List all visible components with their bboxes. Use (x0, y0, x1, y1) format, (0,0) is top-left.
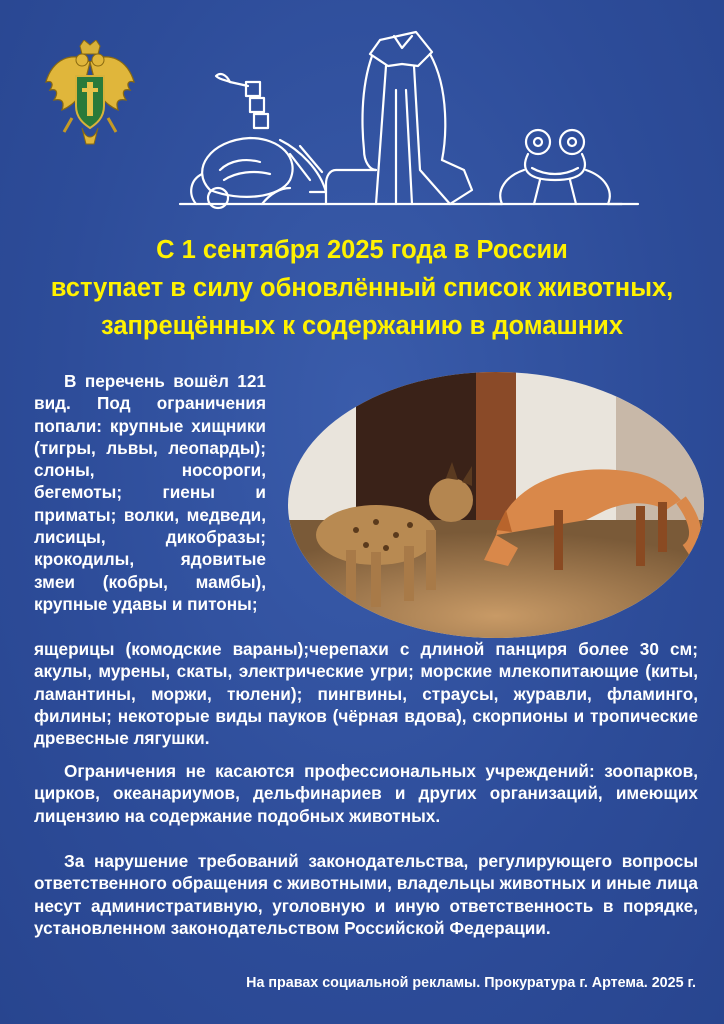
liability-paragraph: За нарушение требований законодательства, регулирующего вопросы ответственного обращения с животными, владельцы животных и иные лица несут административную, уголовную и иную ответственность в порядке, установленном законодательством Российской Федерации. (34, 851, 698, 938)
footer-credit: На правах социальной рекламы. Прокуратура г. Артема. 2025 г. (246, 975, 696, 991)
scorpion-cobra-frog-line-art (150, 20, 650, 215)
title-line-1: С 1 сентября 2025 года в России (156, 236, 568, 264)
exemptions-paragraph: Ограничения не касаются профессиональных учреждений: зоопарков, цирков, океанариумов, дельфинариев и других организаций, имеющих лицензию на содержание подобных животных. (34, 761, 698, 826)
prosecutor-office-emblem-icon (42, 40, 138, 152)
species-list-continuation: ящерицы (комодские вараны);черепахи с длиной панциря более 30 см; акулы, мурены, скаты, электрические угри; морские млекопитающие (киты, ламантины, моржи, тюлени); пингвины, страусы, журавли, фламинго, филины; некоторые виды пауков (чёрная вдова), скорпионы и тропические древесные лягушки. (34, 639, 698, 749)
title-line-2: вступает в силу обновлённый список животных, (50, 274, 674, 302)
lynx-cub-and-fox-photo (286, 370, 706, 640)
title-line-3: запрещённых к содержанию в домашних (100, 312, 624, 340)
intro-paragraph: В перечень вошёл 121 вид. Под ограничения попали: крупные хищники (тигры, львы, леопарды); слоны, носороги, бегемоты; гиены и приматы; волки, медведи, лисицы, дикобразы; крокодилы, ядовитые змеи (кобры, мамбы), крупные удавы и питоны; (34, 371, 266, 614)
